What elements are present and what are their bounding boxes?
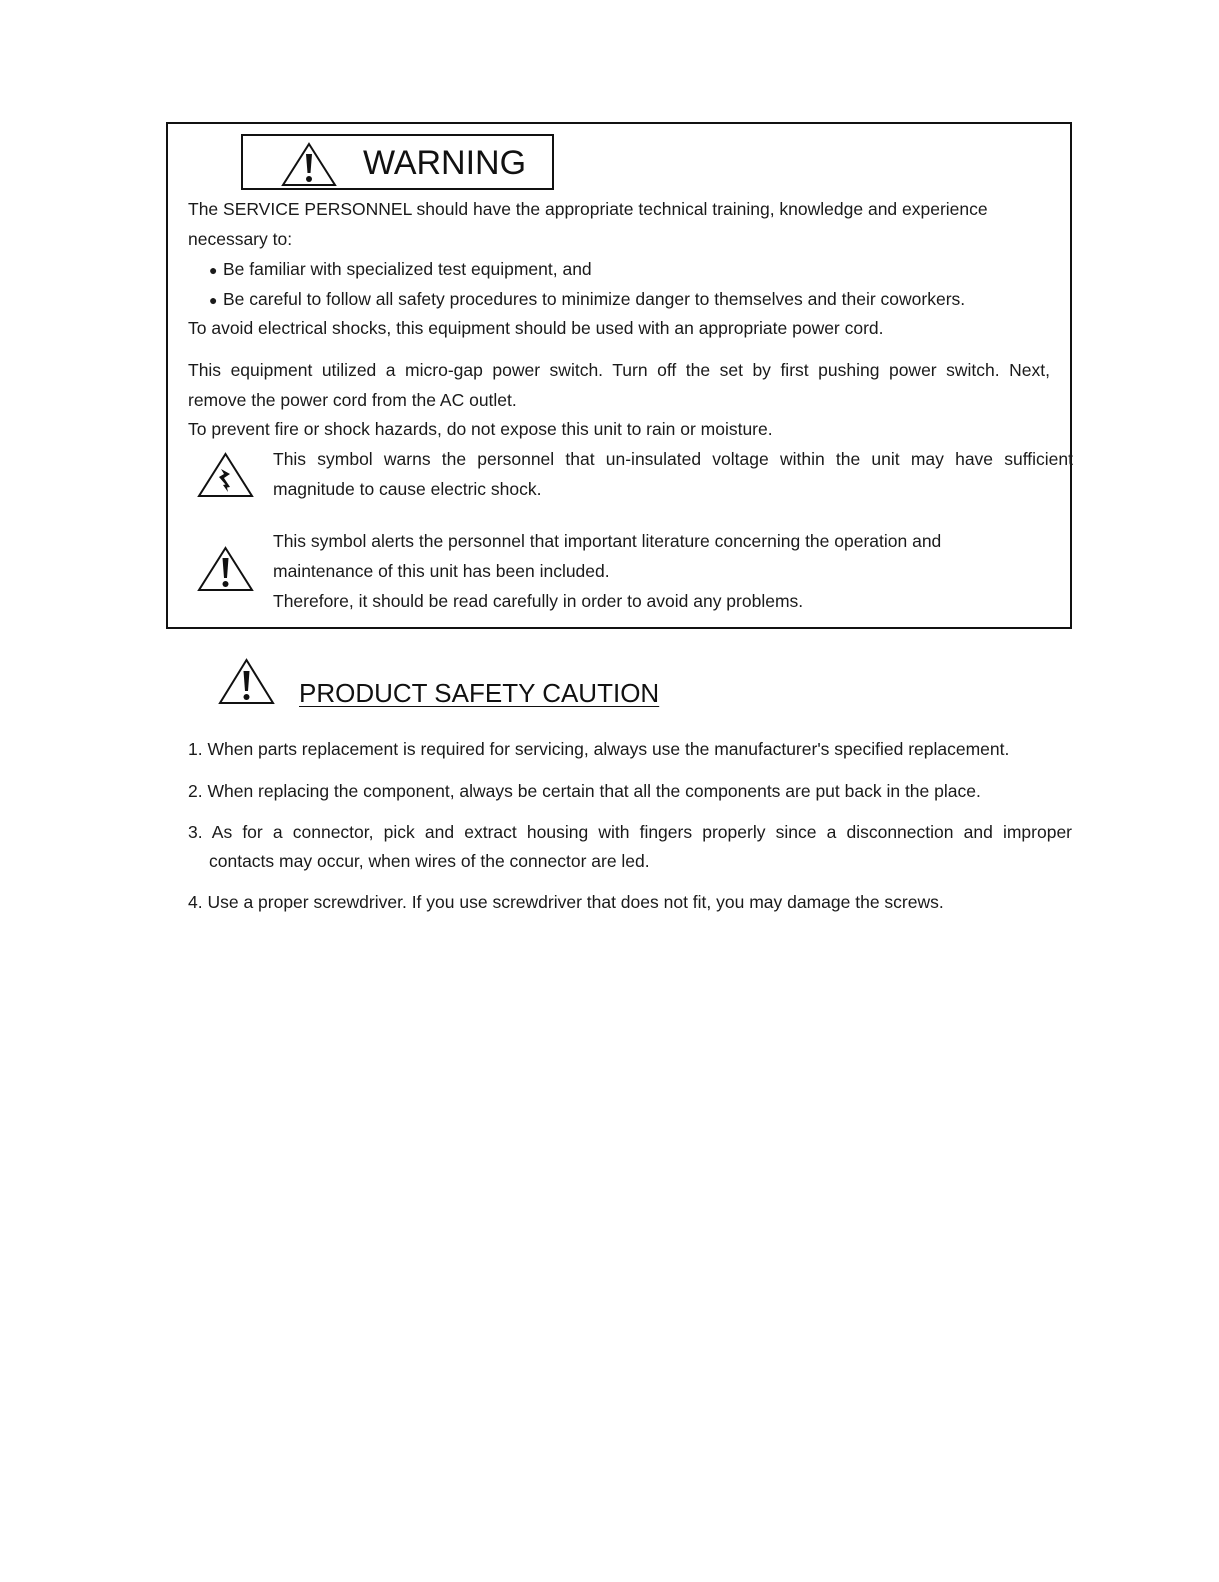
warning-bullet-item [209,254,592,285]
warning-title-box [241,134,554,190]
caution-item-3-line-2: contacts may occur, when wires of the connector are led. [209,851,650,871]
warning-bullet-text: Be careful to follow all safety procedures to minimize danger to themselves and their coworkers. [223,289,966,309]
exclamation-triangle-icon [281,141,337,187]
lightning-warning-icon [197,452,254,498]
warning-power-cord-line: To avoid electrical shocks, this equipment should be used with an appropriate power cord. [188,318,884,338]
warning-switch-line-2: remove the power cord from the AC outlet. [188,390,517,410]
warning-bullet-item [209,284,965,315]
warning-intro-line-2: necessary to: [188,229,293,249]
symbol-literature-line-3: Therefore, it should be read carefully in order to avoid any problems. [273,591,804,611]
caution-item-1: 1. When parts replacement is required for servicing, always use the manufacturer's specified replacement. [188,739,1010,759]
caution-exclamation-icon [218,658,275,705]
warning-intro-line-1: The SERVICE PERSONNEL should have the appropriate technical training, knowledge and experience [188,199,988,219]
caution-item-2: 2. When replacing the component, always be certain that all the components are put back in the place. [188,781,981,801]
bullet-dot-icon: ● [209,292,218,308]
caution-item-3-line-1: 3. As for a connector, pick and extract housing with fingers properly since a disconnection and improper [188,822,1072,842]
bullet-dot-icon: ● [209,262,218,278]
warning-bullet-text: Be familiar with specialized test equipment, and [223,259,592,279]
symbol-voltage-line-1: This symbol warns the personnel that un-insulated voltage within the unit may have sufficient [273,449,1073,469]
warning-switch-line-1: This equipment utilized a micro-gap power switch. Turn off the set by first pushing power switch. Next, [188,360,1050,380]
caution-title: PRODUCT SAFETY CAUTION [299,678,660,708]
symbol-voltage-line-2: magnitude to cause electric shock. [273,479,542,499]
warning-moisture-line: To prevent fire or shock hazards, do not expose this unit to rain or moisture. [188,419,773,439]
exclamation-warning-icon [197,546,254,592]
caution-item-4: 4. Use a proper screwdriver. If you use screwdriver that does not fit, you may damage the screws. [188,892,944,912]
warning-title: WARNING [363,144,527,182]
symbol-literature-line-2: maintenance of this unit has been included. [273,561,610,581]
symbol-literature-line-1: This symbol alerts the personnel that important literature concerning the operation and [273,531,942,551]
